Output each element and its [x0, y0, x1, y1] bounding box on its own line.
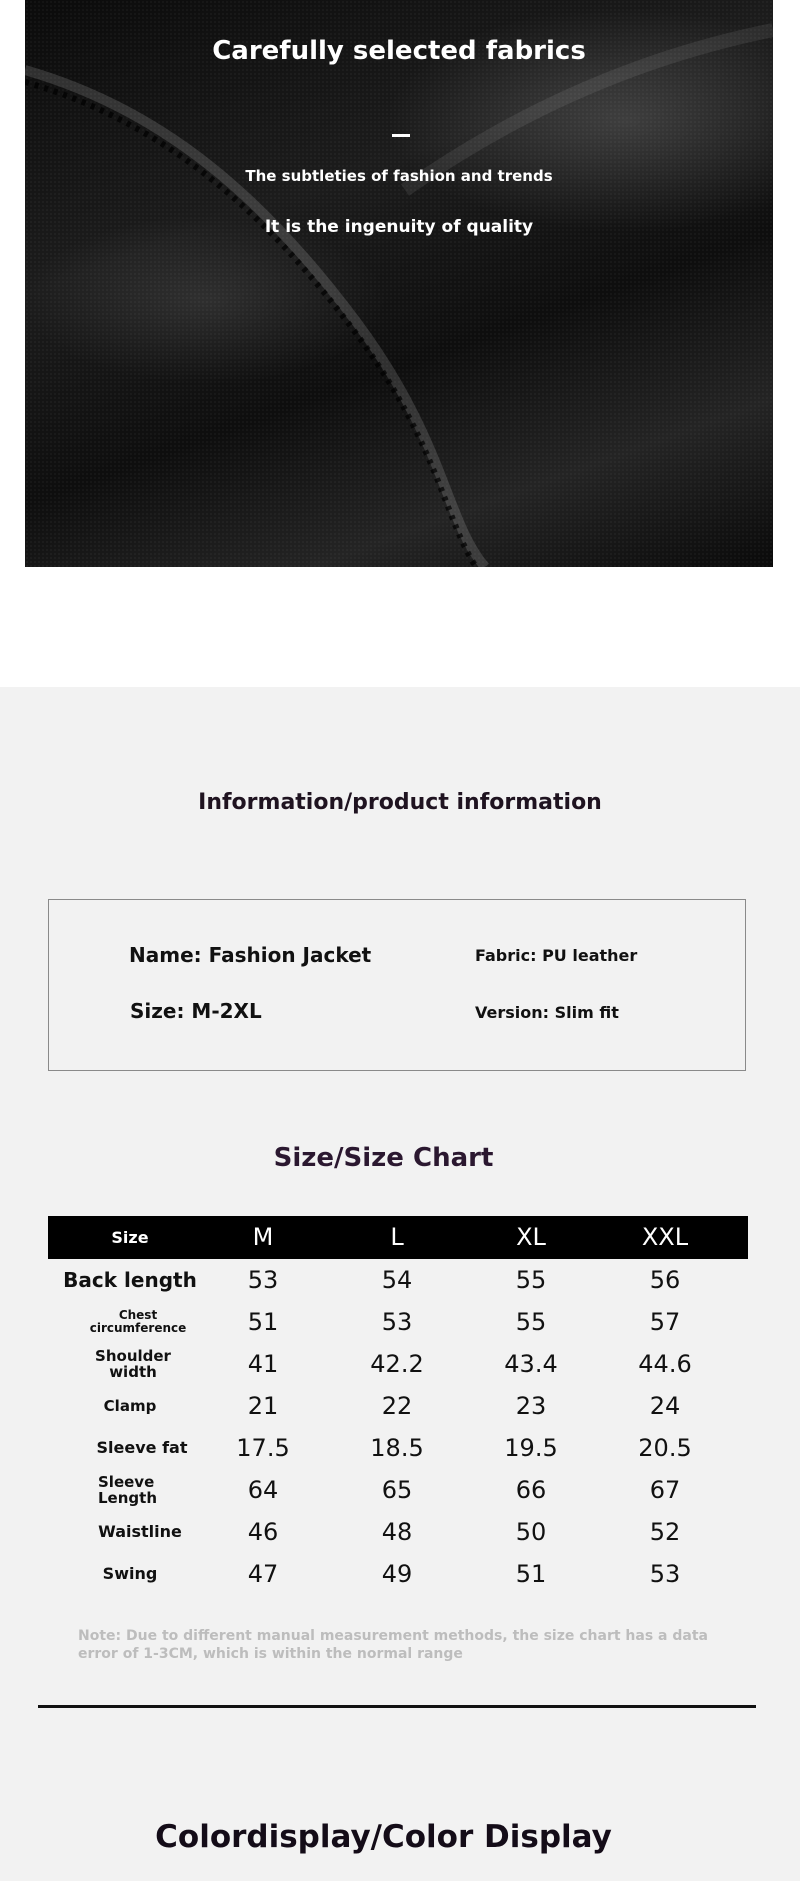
table-row [48, 1511, 748, 1553]
table-cell: 47 [247, 1560, 279, 1588]
table-cell: 53 [247, 1266, 279, 1294]
product-info-section [0, 687, 800, 1881]
table-cell: 43.4 [504, 1350, 558, 1378]
table-cell: 20.5 [638, 1434, 692, 1462]
table-cell: 19.5 [504, 1434, 558, 1462]
size-table [48, 1216, 748, 1595]
table-cell: 22 [381, 1392, 413, 1420]
table-cell: 66 [515, 1476, 547, 1504]
hero-banner [25, 0, 773, 567]
table-cell: 57 [649, 1308, 681, 1336]
table-row [48, 1259, 748, 1301]
hero-subtitle-1: The subtleties of fashion and trends [245, 167, 553, 185]
table-cell: 24 [649, 1392, 681, 1420]
header-size: L [390, 1223, 404, 1251]
size-table-header [48, 1216, 748, 1259]
table-cell: 23 [515, 1392, 547, 1420]
row-label: Chest circumference [89, 1307, 187, 1335]
table-cell: 46 [247, 1518, 279, 1546]
table-row [48, 1553, 748, 1595]
hero-title: Carefully selected fabrics [212, 36, 586, 66]
table-cell: 51 [247, 1308, 279, 1336]
row-label: Back length [63, 1268, 197, 1292]
table-cell: 52 [649, 1518, 681, 1546]
table-row [48, 1427, 748, 1469]
leather-seam [25, 0, 773, 567]
header-size-label: Size [111, 1228, 149, 1247]
table-cell: 56 [649, 1266, 681, 1294]
table-row [48, 1385, 748, 1427]
table-cell: 51 [515, 1560, 547, 1588]
row-label: Waistline [98, 1522, 182, 1542]
table-cell: 53 [381, 1308, 413, 1336]
table-cell: 64 [247, 1476, 279, 1504]
product-version: Version: Slim fit [475, 1003, 619, 1022]
table-cell: 48 [381, 1518, 413, 1546]
table-cell: 49 [381, 1560, 413, 1588]
row-label: Sleeve Length [98, 1472, 157, 1507]
table-cell: 55 [515, 1266, 547, 1294]
table-cell: 21 [247, 1392, 279, 1420]
table-cell: 54 [381, 1266, 413, 1294]
table-cell: 50 [515, 1518, 547, 1546]
table-row [48, 1343, 748, 1385]
table-row [48, 1301, 748, 1343]
table-cell: 42.2 [370, 1350, 424, 1378]
product-size-range: Size: M-2XL [130, 999, 262, 1023]
row-label: Sleeve fat [96, 1438, 188, 1458]
product-fabric: Fabric: PU leather [475, 946, 638, 965]
color-display-heading: Colordisplay/Color Display [155, 1819, 612, 1855]
size-chart-heading: Size/Size Chart [273, 1143, 494, 1173]
row-label: Swing [102, 1564, 158, 1584]
measurement-note: Note: Due to different manual measurement methods, the size chart has a data error of 1-3CM, which is within the normal range [78, 1628, 708, 1662]
product-info-box [48, 899, 746, 1071]
section-divider [38, 1705, 756, 1708]
row-label: Shoulder width [95, 1346, 171, 1381]
table-cell: 53 [649, 1560, 681, 1588]
table-cell: 44.6 [638, 1350, 692, 1378]
row-label: Clamp [103, 1396, 157, 1415]
header-size: XXL [641, 1223, 689, 1251]
hero-dash-divider [392, 134, 410, 137]
table-cell: 55 [515, 1308, 547, 1336]
table-cell: 17.5 [236, 1434, 290, 1462]
hero-subtitle-2: It is the ingenuity of quality [264, 217, 534, 237]
table-cell: 65 [381, 1476, 413, 1504]
header-size: XL [516, 1223, 546, 1251]
table-row [48, 1469, 748, 1511]
info-heading: Information/product information [198, 790, 602, 815]
table-cell: 67 [649, 1476, 681, 1504]
table-cell: 18.5 [370, 1434, 424, 1462]
header-size: M [252, 1223, 274, 1251]
product-name: Name: Fashion Jacket [129, 943, 372, 967]
table-cell: 41 [247, 1350, 279, 1378]
